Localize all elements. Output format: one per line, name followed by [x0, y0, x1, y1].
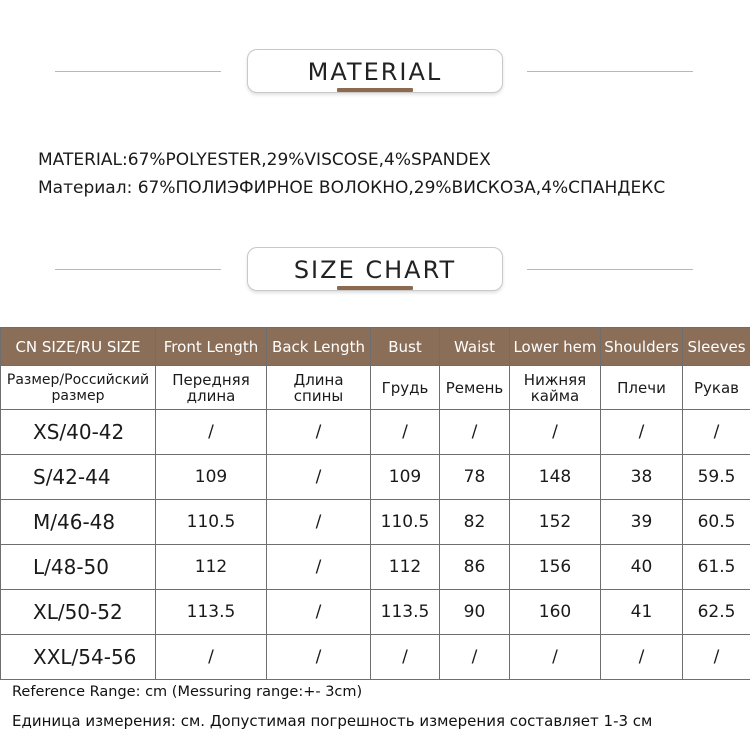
table-cell: 61.5 — [683, 545, 750, 590]
table-cell: / — [371, 635, 440, 680]
table-cell: / — [601, 635, 683, 680]
table-cell: 62.5 — [683, 590, 750, 635]
table-cell: 90 — [440, 590, 510, 635]
table-cell: / — [156, 635, 267, 680]
header-cell: Нижняя кайма — [510, 366, 601, 410]
material-section-header — [0, 49, 750, 95]
material-title-pill — [247, 49, 503, 93]
table-cell: / — [440, 635, 510, 680]
table-cell: 152 — [510, 500, 601, 545]
header-row-english — [1, 328, 750, 366]
header-cell: Передняя длина — [156, 366, 267, 410]
size-cell: XXL/54-56 — [1, 635, 156, 680]
table-cell: 156 — [510, 545, 601, 590]
table-cell: / — [267, 500, 371, 545]
table-row — [1, 590, 750, 635]
header-cell: Waist — [440, 328, 510, 366]
header-cell: CN SIZE/RU SIZE — [1, 328, 156, 366]
table-cell: 110.5 — [371, 500, 440, 545]
divider-left — [55, 71, 221, 72]
table-cell: / — [267, 635, 371, 680]
table-cell: 112 — [371, 545, 440, 590]
measurement-note-russian: Единица измерения: см. Допустимая погрешность измерения составляет 1-3 см — [12, 712, 653, 730]
table-cell: 110.5 — [156, 500, 267, 545]
reference-range-note: Reference Range: cm (Messuring range:+- 3cm) — [12, 684, 363, 700]
header-cell: Длина спины — [267, 366, 371, 410]
material-title: MATERIAL — [307, 58, 443, 86]
size-chart-title: SIZE CHART — [293, 256, 457, 284]
table-cell: 78 — [440, 455, 510, 500]
table-cell: 112 — [156, 545, 267, 590]
table-row — [1, 410, 750, 455]
table-cell: 148 — [510, 455, 601, 500]
size-cell: S/42-44 — [1, 455, 156, 500]
size-chart-table — [0, 327, 750, 680]
table-cell: / — [267, 410, 371, 455]
table-cell: 40 — [601, 545, 683, 590]
table-cell: 39 — [601, 500, 683, 545]
table-cell: / — [510, 635, 601, 680]
table-cell: / — [156, 410, 267, 455]
table-cell: 41 — [601, 590, 683, 635]
size-cell: XL/50-52 — [1, 590, 156, 635]
size-cell: M/46-48 — [1, 500, 156, 545]
header-cell: Back Length — [267, 328, 371, 366]
table-cell: / — [683, 635, 750, 680]
table-cell: 113.5 — [371, 590, 440, 635]
header-cell: Bust — [371, 328, 440, 366]
divider-right — [527, 71, 693, 72]
header-cell: Ремень — [440, 366, 510, 410]
material-english: MATERIAL:67%POLYESTER,29%VISCOSE,4%SPANDEX — [38, 150, 491, 170]
size-chart-title-pill — [247, 247, 503, 291]
header-cell: Lower hem — [510, 328, 601, 366]
material-russian: Материал: 67%ПОЛИЭФИРНОЕ ВОЛОКНО,29%ВИСКОЗА,4%СПАНДЕКС — [38, 178, 666, 198]
header-cell: Shoulders — [601, 328, 683, 366]
header-cell: Грудь — [371, 366, 440, 410]
table-cell: / — [371, 410, 440, 455]
header-cell: Sleeves — [683, 328, 750, 366]
size-chart-section-header — [0, 247, 750, 293]
table-cell: 109 — [371, 455, 440, 500]
table-cell: / — [267, 590, 371, 635]
table-cell: 59.5 — [683, 455, 750, 500]
divider-left — [55, 269, 221, 270]
header-cell: Размер/Российский размер — [1, 366, 156, 410]
title-underline — [337, 88, 413, 92]
table-cell: / — [440, 410, 510, 455]
header-cell: Front Length — [156, 328, 267, 366]
header-row-russian — [1, 366, 750, 410]
table-row — [1, 545, 750, 590]
header-cell: Плечи — [601, 366, 683, 410]
size-cell: L/48-50 — [1, 545, 156, 590]
table-cell: 82 — [440, 500, 510, 545]
table-cell: 113.5 — [156, 590, 267, 635]
table-cell: / — [683, 410, 750, 455]
table-row — [1, 635, 750, 680]
table-cell: / — [510, 410, 601, 455]
table-cell: 109 — [156, 455, 267, 500]
table-cell: / — [601, 410, 683, 455]
title-underline — [337, 286, 413, 290]
table-cell: 60.5 — [683, 500, 750, 545]
table-cell: 160 — [510, 590, 601, 635]
table-cell: / — [267, 455, 371, 500]
divider-right — [527, 269, 693, 270]
table-row — [1, 455, 750, 500]
table-cell: 38 — [601, 455, 683, 500]
table-row — [1, 500, 750, 545]
size-cell: XS/40-42 — [1, 410, 156, 455]
table-cell: 86 — [440, 545, 510, 590]
header-cell: Рукав — [683, 366, 750, 410]
table-cell: / — [267, 545, 371, 590]
